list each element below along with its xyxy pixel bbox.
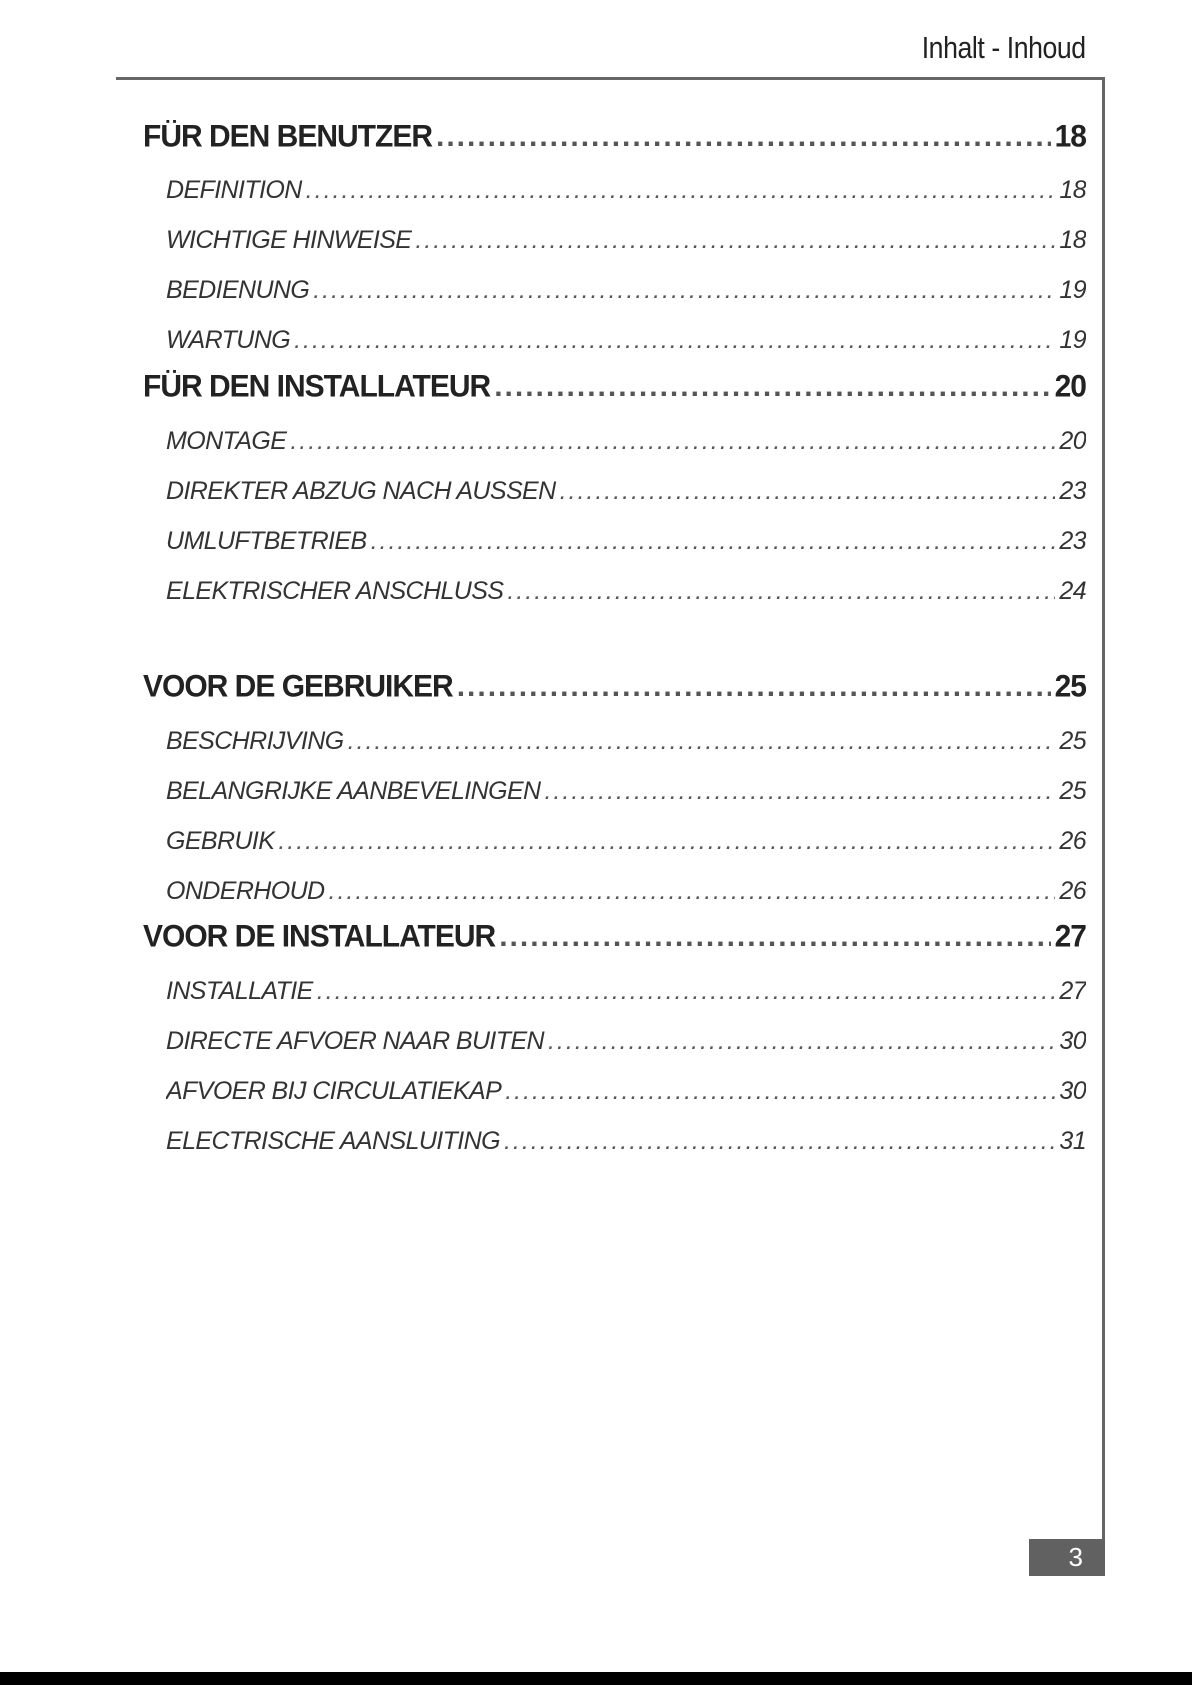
toc-leader-dots <box>317 977 1056 1006</box>
toc-entry-page: 23 <box>1059 527 1086 555</box>
toc-entry[interactable] <box>166 176 1086 205</box>
toc-entry-page: 30 <box>1059 1027 1086 1055</box>
toc-entry-page: 18 <box>1059 226 1086 254</box>
toc-leader-dots <box>504 1127 1055 1156</box>
toc-entry[interactable] <box>166 977 1086 1006</box>
toc-entry-title: AFVOER BIJ CIRCULATIEKAP <box>166 1077 502 1105</box>
toc-leader-dots <box>294 326 1055 355</box>
toc-entry[interactable] <box>166 276 1086 305</box>
toc-entry[interactable] <box>166 827 1086 856</box>
header-rule <box>116 77 1105 80</box>
toc-entry[interactable] <box>166 1027 1086 1056</box>
toc-entry-title: FÜR DEN BENUTZER <box>143 120 432 154</box>
toc-entry[interactable] <box>166 477 1086 506</box>
toc-entry-page: 24 <box>1059 577 1086 605</box>
toc-entry-title: MONTAGE <box>166 427 287 455</box>
toc-leader-dots <box>505 1077 1055 1106</box>
toc-leader-dots <box>371 527 1056 556</box>
toc-leader-dots <box>329 877 1056 906</box>
toc-entry-page: 18 <box>1054 120 1086 154</box>
toc-entry[interactable] <box>143 670 1086 704</box>
toc-entry-page: 27 <box>1054 920 1086 954</box>
toc-leader-dots <box>494 370 1050 404</box>
toc-entry[interactable] <box>166 326 1086 355</box>
bottom-edge-band <box>0 1672 1192 1685</box>
toc-entry-page: 23 <box>1059 477 1086 505</box>
toc-entry[interactable] <box>166 1077 1086 1106</box>
toc-leader-dots <box>313 276 1055 305</box>
side-rule <box>1102 77 1105 1575</box>
toc-leader-dots <box>560 477 1056 506</box>
toc-entry-title: DIRECTE AFVOER NAAR BUITEN <box>166 1027 544 1055</box>
toc-entry-title: GEBRUIK <box>166 827 275 855</box>
toc-entry-title: FÜR DEN INSTALLATEUR <box>143 370 491 404</box>
toc-entry-page: 26 <box>1059 877 1086 905</box>
toc-entry-page: 25 <box>1054 670 1086 704</box>
toc-entry-title: ONDERHOUD <box>166 877 325 905</box>
toc-entry-title: DIREKTER ABZUG NACH AUSSEN <box>166 477 556 505</box>
toc-leader-dots <box>499 920 1050 954</box>
toc-leader-dots <box>457 670 1051 704</box>
page-header-title: Inhalt - Inhoud <box>921 30 1086 65</box>
toc-entry[interactable] <box>166 727 1086 756</box>
toc-entry[interactable] <box>166 577 1086 606</box>
page-number: 3 <box>1029 1539 1105 1576</box>
toc-entry-title: VOOR DE INSTALLATEUR <box>143 920 496 954</box>
toc-entry-title: WARTUNG <box>166 326 291 354</box>
toc-leader-dots <box>548 1027 1055 1056</box>
toc-entry[interactable] <box>143 120 1086 154</box>
toc-entry-title: DEFINITION <box>166 176 302 204</box>
toc-entry[interactable] <box>166 877 1086 906</box>
toc-entry-page: 19 <box>1059 326 1086 354</box>
toc-entry-title: INSTALLATIE <box>166 977 313 1005</box>
toc-entry[interactable] <box>143 370 1086 404</box>
toc-leader-dots <box>348 727 1056 756</box>
toc-entry-page: 30 <box>1059 1077 1086 1105</box>
toc-leader-dots <box>436 120 1051 154</box>
toc-leader-dots <box>507 577 1055 606</box>
toc-entry-page: 27 <box>1059 977 1086 1005</box>
toc-entry[interactable] <box>166 427 1086 456</box>
toc-leader-dots <box>544 777 1055 806</box>
toc-leader-dots <box>306 176 1056 205</box>
toc-entry[interactable] <box>166 777 1086 806</box>
toc-leader-dots <box>415 226 1055 255</box>
toc-leader-dots <box>290 427 1055 456</box>
toc-entry-title: WICHTIGE HINWEISE <box>166 226 412 254</box>
toc-entry-title: BESCHRIJVING <box>166 727 344 755</box>
toc-leader-dots <box>278 827 1055 856</box>
toc-entry-page: 19 <box>1059 276 1086 304</box>
toc-entry[interactable] <box>166 1127 1086 1156</box>
toc-entry[interactable] <box>166 527 1086 556</box>
toc-entry-title: VOOR DE GEBRUIKER <box>143 670 453 704</box>
toc-entry-page: 18 <box>1059 176 1086 204</box>
toc-entry-title: UMLUFTBETRIEB <box>166 527 367 555</box>
toc-entry-page: 26 <box>1059 827 1086 855</box>
toc-entry-title: BEDIENUNG <box>166 276 310 304</box>
toc-entry-title: ELECTRISCHE AANSLUITING <box>166 1127 500 1155</box>
toc-entry-page: 20 <box>1054 370 1086 404</box>
toc-entry-page: 31 <box>1059 1127 1086 1155</box>
toc-entry-title: BELANGRIJKE AANBEVELINGEN <box>166 777 541 805</box>
toc-entry[interactable] <box>143 920 1086 954</box>
toc-entry-title: ELEKTRISCHER ANSCHLUSS <box>166 577 504 605</box>
toc-entry-page: 25 <box>1059 727 1086 755</box>
toc-entry[interactable] <box>166 226 1086 255</box>
toc-entry-page: 25 <box>1059 777 1086 805</box>
toc-entry-page: 20 <box>1059 427 1086 455</box>
